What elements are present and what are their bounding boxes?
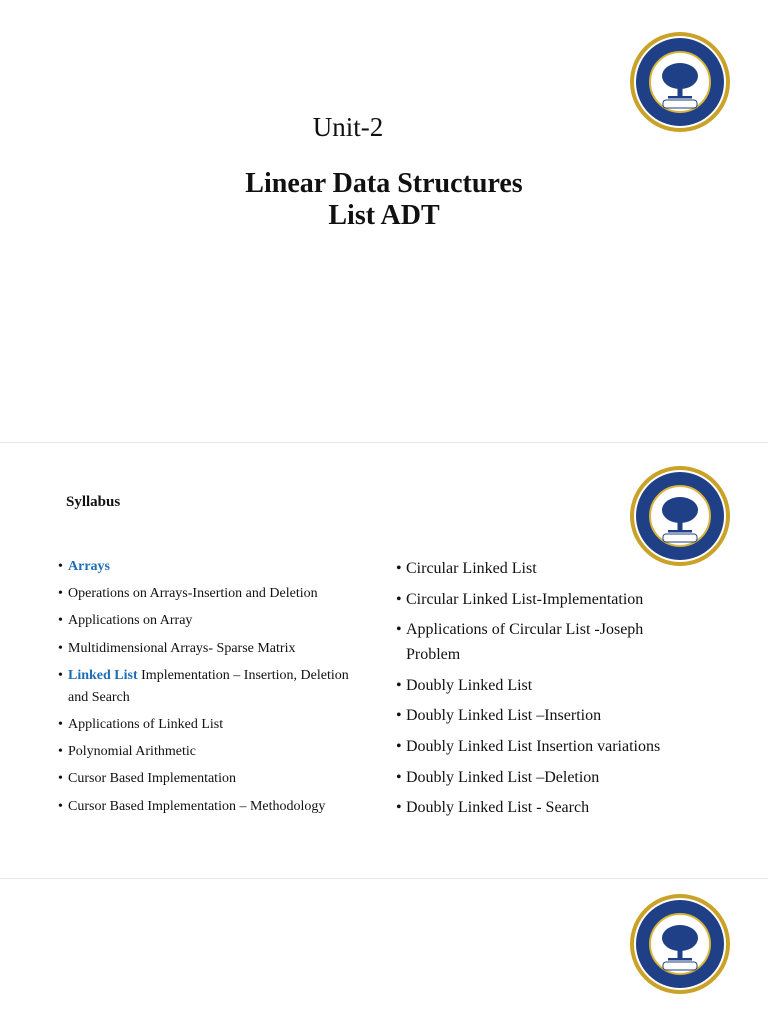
syllabus-left-list	[58, 556, 358, 823]
slide-divider	[0, 442, 768, 443]
highlight-text: Linked List	[68, 667, 138, 683]
item-text: Implementation – Insertion, Deletion and Search	[68, 667, 349, 705]
item-text: Applications of Linked List	[68, 716, 224, 732]
list-item	[58, 768, 358, 790]
list-item: • Applications of Circular List -Joseph Problem	[396, 617, 696, 667]
item-text: Operations on Arrays-Insertion and Deletion	[68, 586, 318, 602]
list-item: • Doubly Linked List Insertion variations	[396, 734, 696, 759]
unit-label: Unit-2	[312, 112, 384, 142]
syllabus-right-list	[396, 556, 696, 826]
highlight-text: Arrays	[68, 559, 110, 574]
list-item: • Doubly Linked List –Insertion	[396, 703, 696, 728]
institute-seal-icon	[628, 892, 732, 996]
item-text: Applications on Array	[68, 613, 193, 629]
item-text: Cursor Based Implementation	[68, 771, 236, 787]
page-title	[0, 168, 768, 232]
slide-divider	[0, 878, 768, 879]
list-item: • Circular Linked List	[396, 556, 696, 581]
item-text: Cursor Based Implementation – Methodology	[68, 798, 326, 814]
institute-logo	[628, 464, 732, 568]
list-item: • Doubly Linked List	[396, 673, 696, 698]
list-item	[58, 796, 358, 818]
institute-seal-icon	[628, 464, 732, 568]
title-line-1: Linear Data Structures	[245, 168, 523, 199]
list-item: • Circular Linked List-Implementation	[396, 587, 696, 612]
slide-partial	[0, 880, 768, 1024]
list-item: • Doubly Linked List –Deletion	[396, 765, 696, 790]
list-item	[58, 741, 358, 763]
title-line-2: List ADT	[328, 200, 440, 231]
list-item: • Doubly Linked List - Search	[396, 795, 696, 820]
item-text: Polynomial Arithmetic	[68, 744, 196, 760]
syllabus-heading: Syllabus	[66, 494, 121, 510]
slide-syllabus	[0, 446, 768, 876]
item-text: Multidimensional Arrays- Sparse Matrix	[68, 640, 296, 656]
list-item	[58, 610, 358, 632]
list-item	[58, 638, 358, 660]
institute-logo	[628, 892, 732, 996]
list-item	[58, 665, 358, 709]
slide-title	[0, 0, 768, 440]
list-item	[58, 556, 358, 578]
list-item	[58, 583, 358, 605]
list-item	[58, 714, 358, 736]
